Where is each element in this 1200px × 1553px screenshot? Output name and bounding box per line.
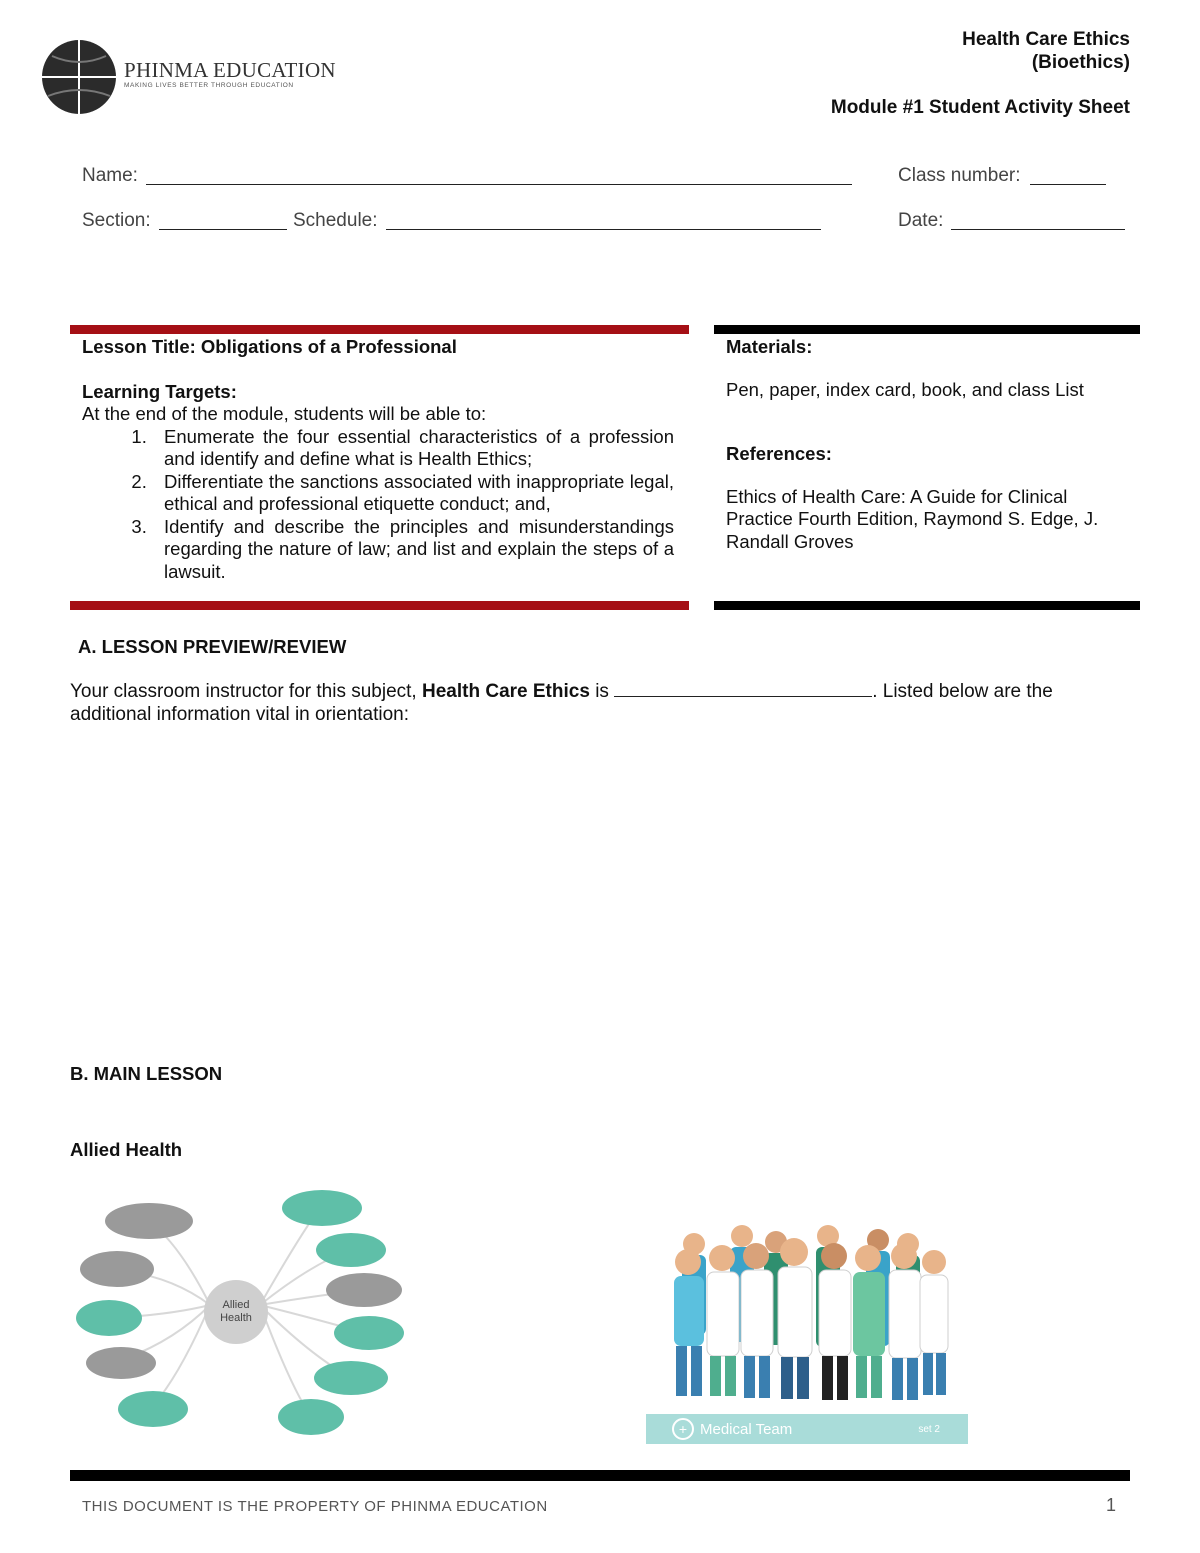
lesson-box (82, 336, 674, 583)
class-number-field[interactable] (1030, 184, 1106, 185)
mindmap-node (282, 1190, 362, 1226)
section-a-text-after: . Listed below are the (872, 681, 1053, 702)
section-a-text-is: is (595, 681, 609, 702)
medical-team-caption: Medical Team (700, 1420, 793, 1438)
mindmap-node (326, 1273, 402, 1307)
allied-health-heading: Allied Health (70, 1139, 183, 1160)
instructor-field[interactable] (614, 681, 872, 697)
mindmap-node (80, 1251, 154, 1287)
materials-top-bar (714, 325, 1140, 334)
target-item: 3. Identify and describe the principles and misunderstandings regarding the nature of law; and list and explain the steps of a lawsuit. (152, 516, 674, 584)
references-heading: References: (726, 443, 832, 464)
page-number: 1 (1106, 1495, 1117, 1515)
mindmap-node (334, 1316, 404, 1350)
section-field[interactable] (159, 229, 287, 230)
footer-bar (70, 1470, 1130, 1481)
medical-team-banner (646, 1414, 968, 1444)
lesson-title: Lesson Title: Obligations of a Professional (82, 336, 457, 357)
target-item: 1. Enumerate the four essential characteristics of a profession and identify and define what is Health Ethics; (152, 426, 674, 471)
references-text: Ethics of Health Care: A Guide for Clinical Practice Fourth Edition, Raymond S. Edge, J. Randall Groves (726, 485, 1099, 552)
materials-bottom-bar (714, 601, 1140, 610)
phinma-logo-icon (40, 38, 118, 116)
name-label: Name: (82, 165, 138, 186)
footer-text: THIS DOCUMENT IS THE PROPERTY OF PHINMA EDUCATION (82, 1498, 548, 1515)
mindmap-node (316, 1233, 386, 1267)
materials-text: Pen, paper, index card, book, and class List (726, 378, 1084, 400)
learning-targets-heading: Learning Targets: (82, 380, 237, 402)
logo-tagline: MAKING LIVES BETTER THROUGH EDUCATION (124, 82, 294, 89)
lesson-top-bar (70, 325, 689, 334)
medical-team-illustration (646, 1222, 968, 1444)
date-field[interactable] (951, 229, 1125, 230)
mindmap-node (314, 1361, 388, 1395)
subject-subtitle: (Bioethics) (1031, 52, 1130, 73)
section-a-paragraph (70, 680, 1130, 726)
mindmap-node (278, 1399, 344, 1435)
plus-circle-icon: + (672, 1418, 694, 1440)
schedule-label: Schedule: (293, 210, 378, 231)
materials-box (726, 336, 1126, 553)
mindmap-node (76, 1300, 142, 1336)
lesson-bottom-bar (70, 601, 689, 610)
section-label: Section: (82, 210, 151, 231)
mindmap-center: Allied Health (204, 1280, 268, 1344)
target-item: 2. Differentiate the sanctions associated with inappropriate legal, ethical and professional etiquette conduct; and, (152, 471, 674, 516)
section-b-heading: B. MAIN LESSON (70, 1063, 223, 1084)
learning-targets-intro: At the end of the module, students will be able to: (82, 403, 487, 424)
logo-name: PHINMA EDUCATION (124, 58, 336, 82)
allied-health-mindmap (70, 1185, 415, 1440)
class-number-label: Class number: (898, 165, 1021, 186)
subject-title: Health Care Ethics (962, 29, 1130, 50)
targets-list (82, 426, 674, 584)
medical-team-figures (646, 1222, 968, 1412)
schedule-field[interactable] (386, 229, 821, 230)
section-a-text-line2: additional information vital in orientation: (70, 704, 410, 725)
materials-heading: Materials: (726, 336, 813, 357)
section-a-subject: Health Care Ethics (422, 681, 590, 702)
section-a-text-before: Your classroom instructor for this subject, (70, 681, 417, 702)
name-field[interactable] (146, 184, 852, 185)
date-label: Date: (898, 210, 944, 231)
mindmap-node (118, 1391, 188, 1427)
medical-team-tag: set 2 (918, 1423, 940, 1435)
section-a-heading: A. LESSON PREVIEW/REVIEW (78, 636, 347, 657)
module-title: Module #1 Student Activity Sheet (830, 97, 1130, 118)
mindmap-node (86, 1347, 156, 1379)
mindmap-node (105, 1203, 193, 1239)
